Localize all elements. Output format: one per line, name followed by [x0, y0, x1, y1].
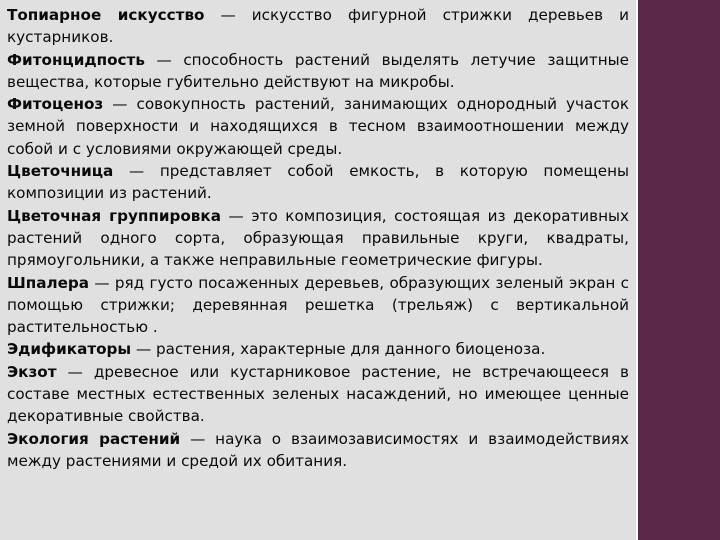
decorative-side-panel [638, 0, 720, 540]
glossary-term: Фитоценоз [7, 95, 104, 114]
glossary-definition: — ряд густо посаженных деревьев, образующих зеленый экран с помощью стрижки; деревянная решетка (трельяж) с вертикальной растительностью . [7, 273, 629, 337]
glossary-term: Экология растений [7, 429, 181, 448]
glossary-term: Цветочница [7, 162, 114, 181]
glossary-term: Эдификаторы [7, 340, 132, 359]
glossary-definition: — растения, характерные для данного биоценоза. [131, 340, 546, 359]
glossary-definition: — это композиция, состоящая из декоративных растений одного сорта, образующая правильные круги, квадраты, прямоугольники, а также неправильные геометрические фигуры. [7, 206, 629, 270]
glossary-entry [7, 205, 629, 272]
glossary-term: Цветочная группировка [7, 206, 221, 225]
glossary-definition: — представляет собой емкость, в которую помещены композиции из растений. [7, 162, 629, 203]
glossary-term: Фитонцидпость [7, 50, 145, 69]
glossary-term: Шпалера [7, 273, 90, 292]
glossary-definition: — способность растений выделять летучие защитные вещества, которые губительно действуют на микробы. [7, 50, 629, 91]
glossary-definition: — древесное или кустарниковое растение, не встречающееся в составе местных естественных зеленых насаждений, но имеющее ценные декоративные свойства. [7, 362, 629, 426]
glossary-entry [7, 4, 629, 49]
glossary-definition: — искусство фигурной стрижки деревьев и кустарников. [7, 6, 629, 47]
glossary-entry [7, 49, 629, 94]
glossary-entry [7, 272, 629, 339]
glossary-entry [7, 160, 629, 205]
glossary-entry [7, 338, 629, 360]
glossary-definition: — совокупность растений, занимающих однородный участок земной поверхности и находящихся в тесном взаимоотношении между собой и с условиями окружающей среды. [7, 95, 629, 158]
glossary-definition: — наука о взаимозависимостях и взаимодействиях между растениями и средой их обитания. [7, 429, 629, 470]
glossary-entry [7, 361, 629, 428]
glossary-entry [7, 428, 629, 473]
glossary-term: Топиарное искусство [7, 6, 205, 24]
glossary-entry [7, 93, 629, 160]
glossary-term: Экзот [7, 362, 57, 381]
glossary-text [7, 4, 629, 472]
